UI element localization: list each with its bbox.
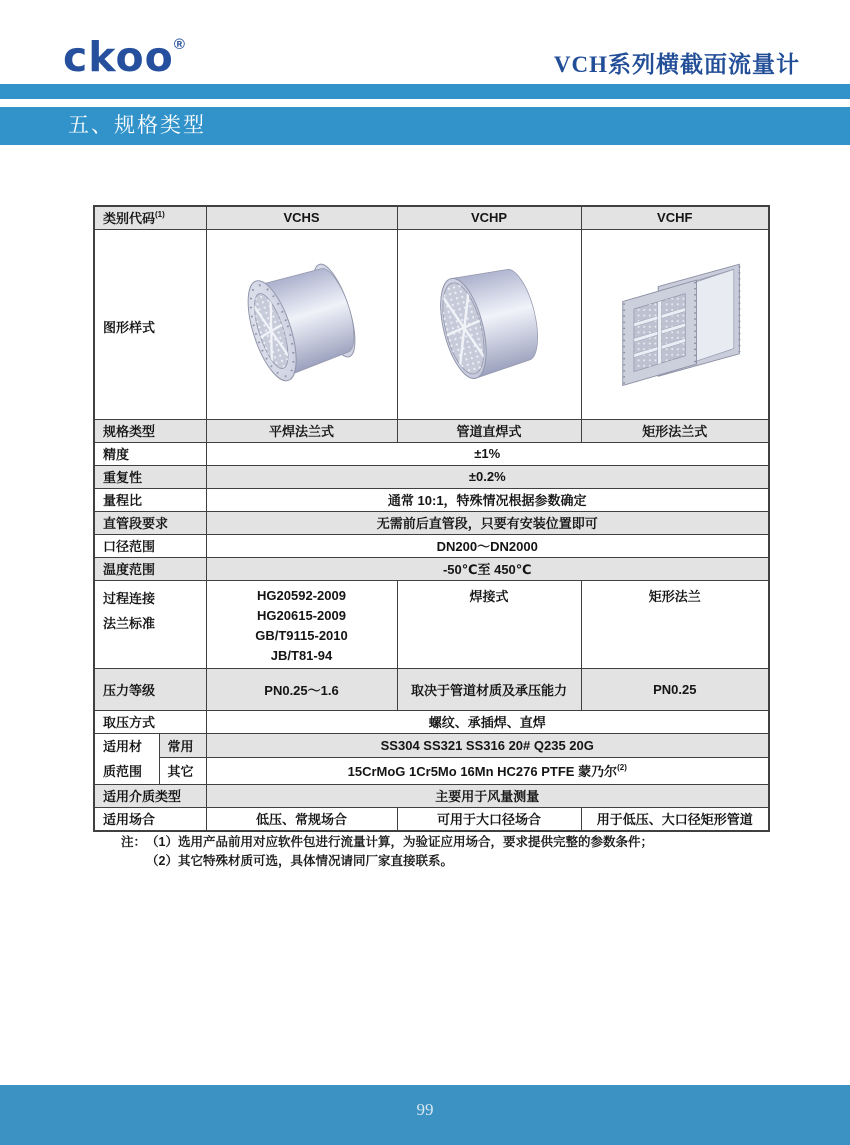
table-row-figures xyxy=(94,229,769,419)
accuracy-value: ±1% xyxy=(206,442,769,465)
registered-trademark-icon: ® xyxy=(173,36,185,53)
document-title: VCH系列横截面流量计 xyxy=(553,52,800,77)
material-other-value: 15CrMoG 1Cr5Mo 16Mn HC276 PTFE 蒙乃尔 xyxy=(347,764,618,780)
medium-type-label: 适用介质类型 xyxy=(94,784,206,807)
spec-type-label: 规格类型 xyxy=(94,419,206,442)
table-row-medium-type xyxy=(94,784,769,807)
vchp-product-image xyxy=(397,229,581,419)
column-header-vchs: VCHS xyxy=(206,206,397,229)
temp-range-value: -50℃至 450℃ xyxy=(206,557,769,580)
flanged-pipe-3d-icon xyxy=(218,243,386,403)
material-group-label-line2: 质范围 xyxy=(103,763,143,779)
brand-logo xyxy=(63,33,185,81)
flange-standard-vchs-line: HG20615-2009 xyxy=(257,607,346,623)
tap-type-value: 螺纹、承插焊、直焊 xyxy=(206,710,769,733)
material-common-label: 常用 xyxy=(159,733,206,758)
header-label-superscript: (1) xyxy=(155,210,165,220)
pressure-rating-vchp: 取决于管道材质及承压能力 xyxy=(397,668,581,710)
flange-standard-vchs-line: HG20592-2009 xyxy=(257,587,346,603)
column-header-vchp: VCHP xyxy=(397,206,581,229)
tap-type-label: 取压方式 xyxy=(94,710,206,733)
repeatability-value: ±0.2% xyxy=(206,465,769,488)
material-other-superscript: (2) xyxy=(617,763,627,773)
table-row-pressure-rating xyxy=(94,668,769,710)
header-label-cell xyxy=(94,206,206,229)
application-vchp: 可用于大口径场合 xyxy=(397,807,581,831)
vchs-product-image xyxy=(206,229,397,419)
section-header-bar xyxy=(0,107,850,145)
accuracy-label: 精度 xyxy=(94,442,206,465)
footnote-prefix: 注： xyxy=(121,835,147,849)
size-range-label: 口径范围 xyxy=(94,534,206,557)
spec-type-vchf: 矩形法兰式 xyxy=(581,419,769,442)
table-row-flange-standard xyxy=(94,580,769,668)
footnotes xyxy=(121,833,653,871)
flange-standard-vchf: 矩形法兰 xyxy=(581,580,769,668)
pressure-rating-vchf: PN0.25 xyxy=(581,668,769,710)
table-row-header xyxy=(94,206,769,229)
flange-standard-vchs-line: GB/T9115-2010 xyxy=(255,627,348,643)
flange-standard-vchs xyxy=(206,580,397,668)
spec-type-vchs: 平焊法兰式 xyxy=(206,419,397,442)
material-other-label: 其它 xyxy=(159,758,206,784)
material-common-value: SS304 SS321 SS316 20# Q235 20G xyxy=(206,733,769,758)
flange-standard-vchs-line: JB/T81-94 xyxy=(270,647,333,663)
size-range-value: DN200～DN2000 xyxy=(206,534,769,557)
column-header-vchf: VCHF xyxy=(581,206,769,229)
straight-run-label: 直管段要求 xyxy=(94,511,206,534)
butt-weld-pipe-3d-icon xyxy=(405,243,573,403)
table-row-material-common xyxy=(94,733,769,758)
flange-standard-label-line1: 过程连接 xyxy=(103,590,156,606)
pressure-rating-label: 压力等级 xyxy=(94,668,206,710)
table-row-application xyxy=(94,807,769,831)
spec-type-vchp: 管道直焊式 xyxy=(397,419,581,442)
turndown-label: 量程比 xyxy=(94,488,206,511)
flange-standard-label xyxy=(94,580,206,668)
table-row-tap-type xyxy=(94,710,769,733)
flange-standard-label-line2: 法兰标准 xyxy=(103,615,156,631)
material-group-label xyxy=(94,733,159,784)
turndown-value: 通常 10:1，特殊情况根据参数确定 xyxy=(206,488,769,511)
footnote-line-1: （1）选用产品前用对应软件包进行流量计算，为验证应用场合，要求提供完整的参数条件； xyxy=(146,835,653,849)
table-row-temp-range xyxy=(94,557,769,580)
brand-logo-text: ckoo xyxy=(63,33,174,81)
repeatability-label: 重复性 xyxy=(94,465,206,488)
page-footer-bar xyxy=(0,1085,850,1145)
table-row-repeatability xyxy=(94,465,769,488)
flange-standard-vchp: 焊接式 xyxy=(397,580,581,668)
table-row-material-other xyxy=(94,758,769,784)
application-vchf: 用于低压、大口径矩形管道 xyxy=(581,807,769,831)
table-row-straight-run xyxy=(94,511,769,534)
section-title: 五、规格类型 xyxy=(68,114,206,137)
header-divider-bar xyxy=(0,84,850,99)
figure-row-label: 图形样式 xyxy=(94,229,206,419)
medium-type-value: 主要用于风量测量 xyxy=(206,784,769,807)
material-other-cell xyxy=(206,758,769,784)
footnote-lines xyxy=(146,833,653,871)
straight-run-value: 无需前后直管段，只要有安装位置即可 xyxy=(206,511,769,534)
table-row-accuracy xyxy=(94,442,769,465)
application-label: 适用场合 xyxy=(94,807,206,831)
temp-range-label: 温度范围 xyxy=(94,557,206,580)
spec-table-container xyxy=(93,205,770,832)
application-vchs: 低压、常规场合 xyxy=(206,807,397,831)
vchf-product-image xyxy=(581,229,769,419)
table-row-turndown xyxy=(94,488,769,511)
table-row-size-range xyxy=(94,534,769,557)
material-group-label-line1: 适用材 xyxy=(103,738,143,754)
rect-flange-duct-3d-icon xyxy=(591,243,759,403)
header-label: 类别代码 xyxy=(103,211,156,227)
footnote-line-2: （2）其它特殊材质可选，具体情况请同厂家直接联系。 xyxy=(146,854,453,868)
table-row-spec-type xyxy=(94,419,769,442)
spec-table xyxy=(93,205,770,832)
page-number: 99 xyxy=(416,1100,434,1119)
pressure-rating-vchs: PN0.25～1.6 xyxy=(206,668,397,710)
